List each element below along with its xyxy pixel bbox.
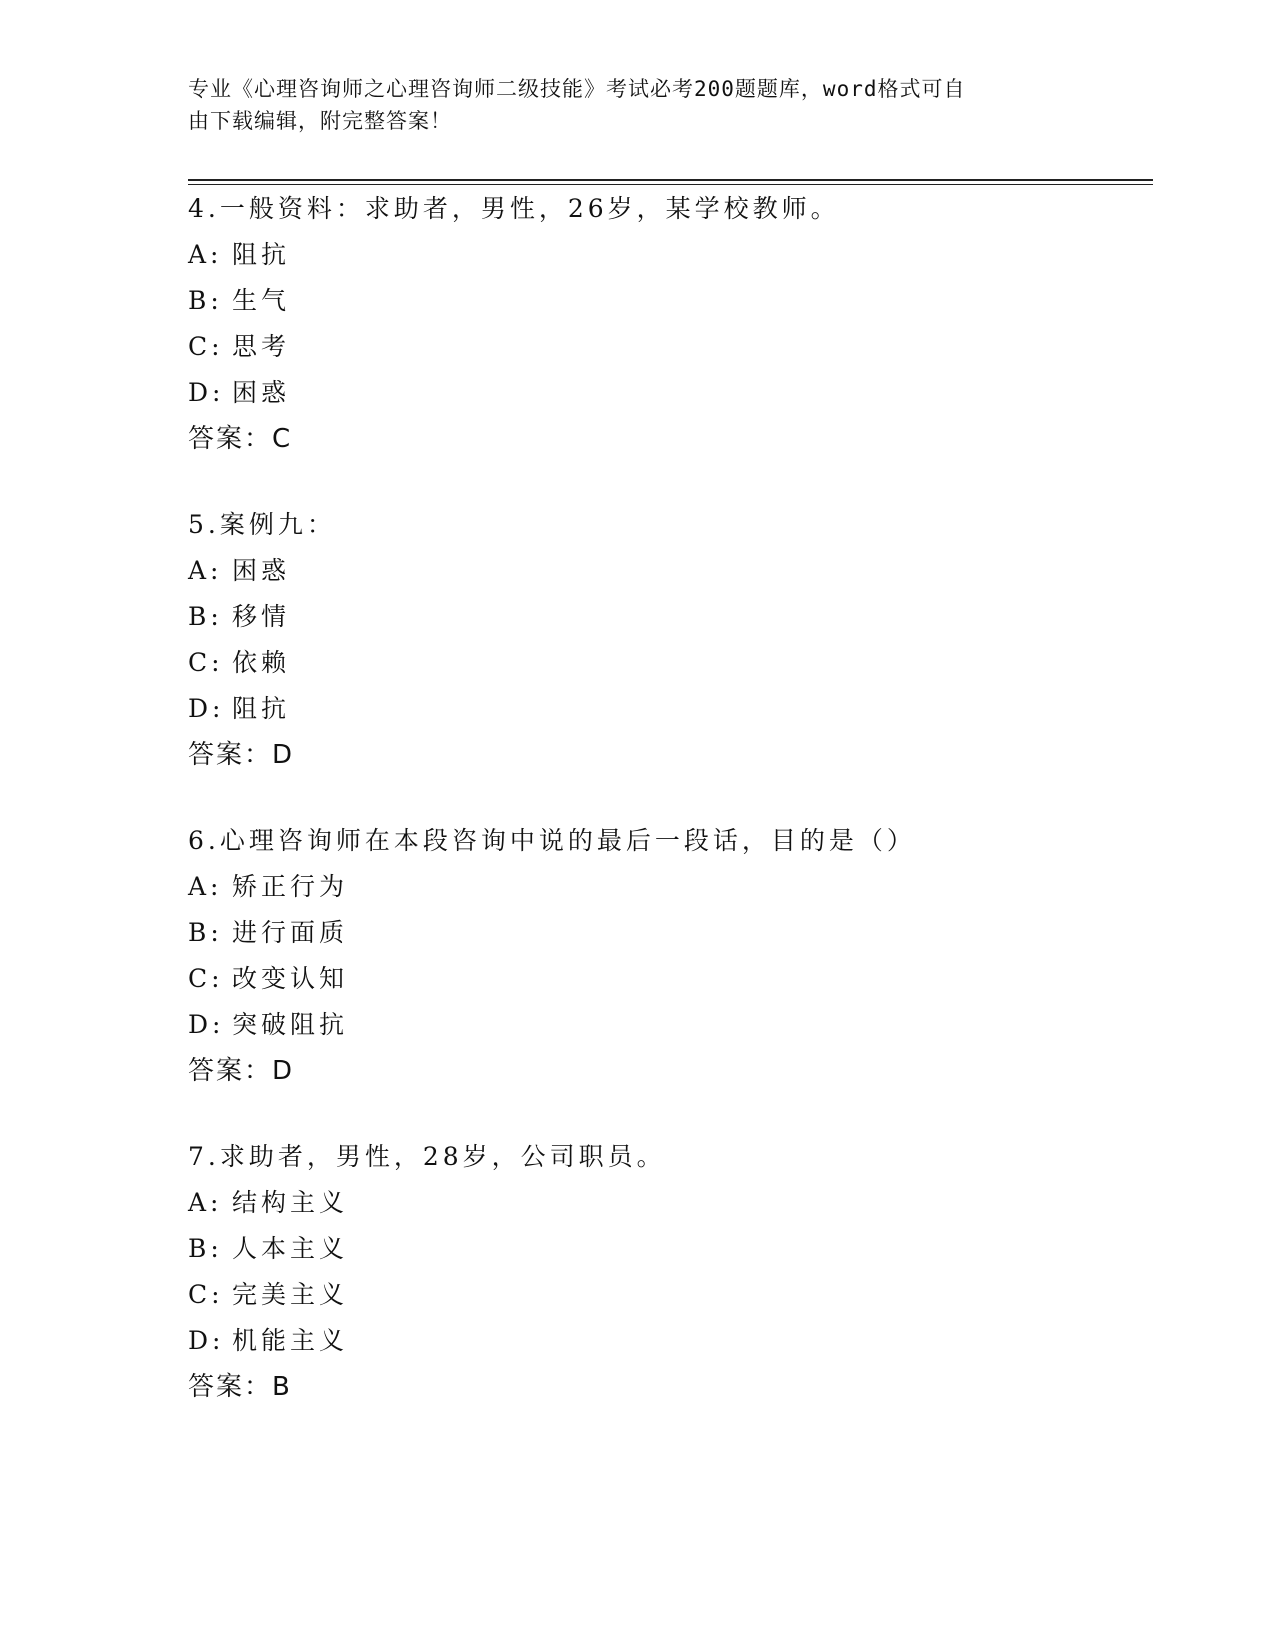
option-text: 突破阻抗 [232, 1010, 349, 1039]
answer-label: 答案：B [188, 1372, 292, 1402]
option-b [188, 594, 1148, 640]
answer-label: 答案：C [188, 424, 293, 454]
option-text: 困惑 [232, 378, 291, 407]
option-a [188, 1180, 1148, 1226]
option-letter: A: [188, 872, 223, 901]
question-7 [188, 1134, 1148, 1410]
question-title: 6.心理咨询师在本段咨询中说的最后一段话，目的是（） [188, 826, 916, 855]
option-text: 移情 [232, 602, 291, 631]
option-c [188, 956, 1148, 1002]
option-letter: A: [188, 556, 223, 585]
option-b [188, 1226, 1148, 1272]
header-divider-thin [188, 184, 1153, 185]
option-text: 依赖 [232, 648, 291, 677]
header-line-2: 由下载编辑，附完整答案！ [188, 109, 452, 133]
option-letter: B: [188, 1234, 223, 1263]
option-text: 矫正行为 [232, 872, 349, 901]
option-a [188, 548, 1148, 594]
option-text: 困惑 [232, 556, 291, 585]
option-d [188, 686, 1148, 732]
option-letter: C: [188, 1280, 224, 1309]
question-title: 4.一般资料：求助者，男性，26岁，某学校教师。 [188, 194, 840, 223]
option-letter: C: [188, 648, 224, 677]
option-text: 思考 [232, 332, 291, 361]
option-letter: D: [188, 694, 225, 723]
question-4 [188, 186, 1148, 462]
option-c [188, 640, 1148, 686]
option-text: 阻抗 [232, 694, 291, 723]
option-a [188, 864, 1148, 910]
option-letter: C: [188, 332, 224, 361]
question-5 [188, 502, 1148, 778]
option-text: 生气 [232, 286, 291, 315]
header-line-1: 专业《心理咨询师之心理咨询师二级技能》考试必考200题题库，word格式可自 [188, 77, 966, 101]
option-letter: C: [188, 964, 224, 993]
option-letter: B: [188, 602, 223, 631]
option-letter: D: [188, 1326, 225, 1355]
option-a [188, 232, 1148, 278]
header-divider-thick [188, 179, 1153, 181]
option-text: 结构主义 [232, 1188, 349, 1217]
option-text: 完美主义 [232, 1280, 349, 1309]
answer-label: 答案：D [188, 740, 295, 770]
option-letter: B: [188, 918, 223, 947]
option-letter: A: [188, 240, 223, 269]
question-title: 7.求助者，男性，28岁，公司职员。 [188, 1142, 666, 1171]
option-text: 改变认知 [232, 964, 349, 993]
option-text: 人本主义 [232, 1234, 349, 1263]
option-text: 阻抗 [232, 240, 291, 269]
option-letter: A: [188, 1188, 223, 1217]
option-c [188, 324, 1148, 370]
question-6 [188, 818, 1148, 1094]
document-header [188, 73, 1068, 137]
option-b [188, 278, 1148, 324]
option-letter: B: [188, 286, 223, 315]
option-c [188, 1272, 1148, 1318]
option-text: 机能主义 [232, 1326, 349, 1355]
option-d [188, 1318, 1148, 1364]
answer-label: 答案：D [188, 1056, 295, 1086]
option-letter: D: [188, 1010, 225, 1039]
option-d [188, 1002, 1148, 1048]
question-title: 5.案例九： [188, 510, 336, 539]
option-d [188, 370, 1148, 416]
option-letter: D: [188, 378, 225, 407]
option-b [188, 910, 1148, 956]
option-text: 进行面质 [232, 918, 349, 947]
